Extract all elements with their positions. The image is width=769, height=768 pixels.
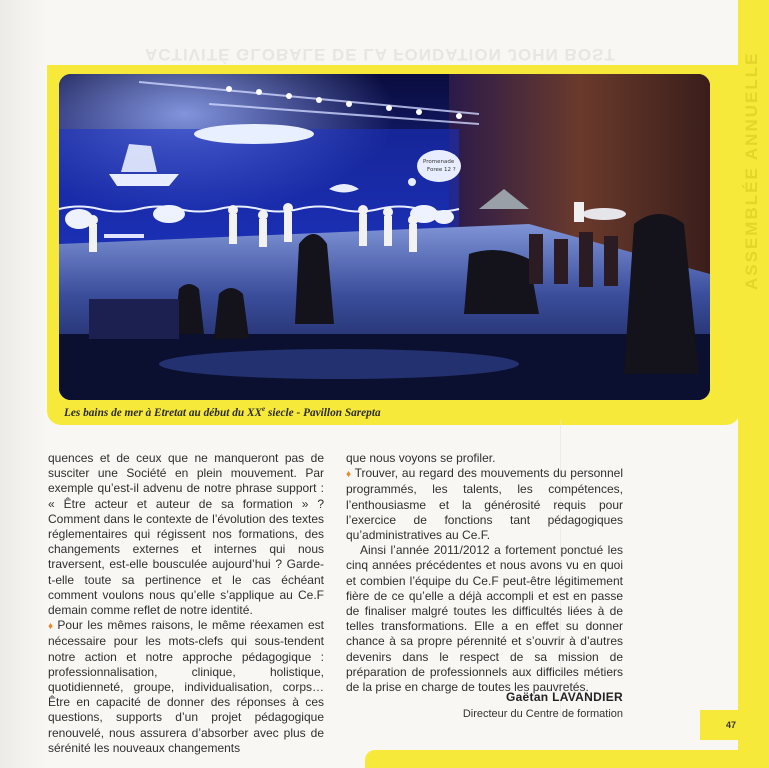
page-number: 47 — [726, 720, 737, 730]
caption-superscript: e — [262, 405, 266, 413]
signature-name: Gaëtan LAVANDIER — [505, 690, 623, 704]
signature-title: Directeur du Centre de formation — [462, 708, 623, 720]
bleed-through-header: ACTIVITÉ GLOBALE DE LA FONDATION JOHN BOST — [145, 45, 616, 64]
bubble-line-1: Promenade — [423, 159, 455, 165]
right-column — [346, 451, 623, 695]
left-paragraph-2-text: Pour les mêmes raisons, le même réexamen est nécessaire pour les mots-clefs qui sous-tendent notre action et notre approche pédagogique : professionnalisation, clinique, holistique, quotidienneté, groupe, individualisation, corps… Être en capacité de donner des réponses à ces questions, supports d’un projet pédagogique renouvelé, nous assurera d’absorber avec plus de sérénité les nouveaux changements — [48, 618, 324, 755]
bubble-line-2: Foree 12 ? — [427, 167, 456, 173]
right-paragraph-2 — [346, 466, 623, 543]
left-paragraph-1: quences et de ceux que ne manqueront pas de susciter une Société en plein mouvement. Par exemple qu’est-il advenu de notre phrase support : « Être acteur et auteur de sa formation » ? Comment dans le contexte de l’évolution des textes réglementaires qui régissent nos formations, des changements externes et internes qui nous traversent, est-elle bousculée aujourd’hui ? Garde-t-elle toute sa pertinence et le cas échéant comment voulons nous qu’elle s’applique au Ce.F demain comme reflet de notre identité. — [48, 451, 324, 618]
stage-photo-illustration — [59, 74, 710, 400]
diamond-bullet-icon: ♦ — [48, 621, 55, 633]
signature-block — [463, 690, 623, 720]
right-paragraph-3-text: Ainsi l’année 2011/2012 a fortement ponctué les cinq années précédentes et nous avons vu en quoi et combien l’équipe du Ce.F peut-être légitimement fière de ce qu’elle a déjà accompli et est en passe de finaliser malgré toutes les difficultés liées à de telles transformations. Elle a en effet su donner chance à sa propre pérennité et s’ouvrir à d’autres devenirs dans le respect de sa mission de préparation de professionnels aux difficiles métiers de la prise en charge de toutes les pauvretés. — [346, 543, 623, 695]
caption-text-before: Les bains de mer à Etretat au début du XX — [64, 406, 263, 419]
right-paragraph-1: que nous voyons se profiler. — [346, 451, 496, 465]
stage-photo — [59, 74, 710, 400]
side-section-title: ASSEMBLÉE ANNUELLE — [742, 51, 761, 290]
right-paragraph-2-text: Trouver, au regard des mouvements du personnel programmés, les talents, les compétences, l’enthousiasme et la générosité requis pour l’exercice de fonctions tant pédagogiques qu’administratives au Ce.F. — [346, 466, 623, 543]
left-column — [48, 451, 324, 756]
diamond-bullet-icon: ♦ — [346, 469, 352, 481]
caption-text-after: siecle - Pavillon Sarepta — [265, 406, 381, 419]
bottom-yellow-band — [365, 750, 738, 768]
photo-caption — [64, 405, 381, 419]
left-paragraph-2 — [48, 618, 324, 756]
right-paragraph-3 — [346, 543, 623, 695]
